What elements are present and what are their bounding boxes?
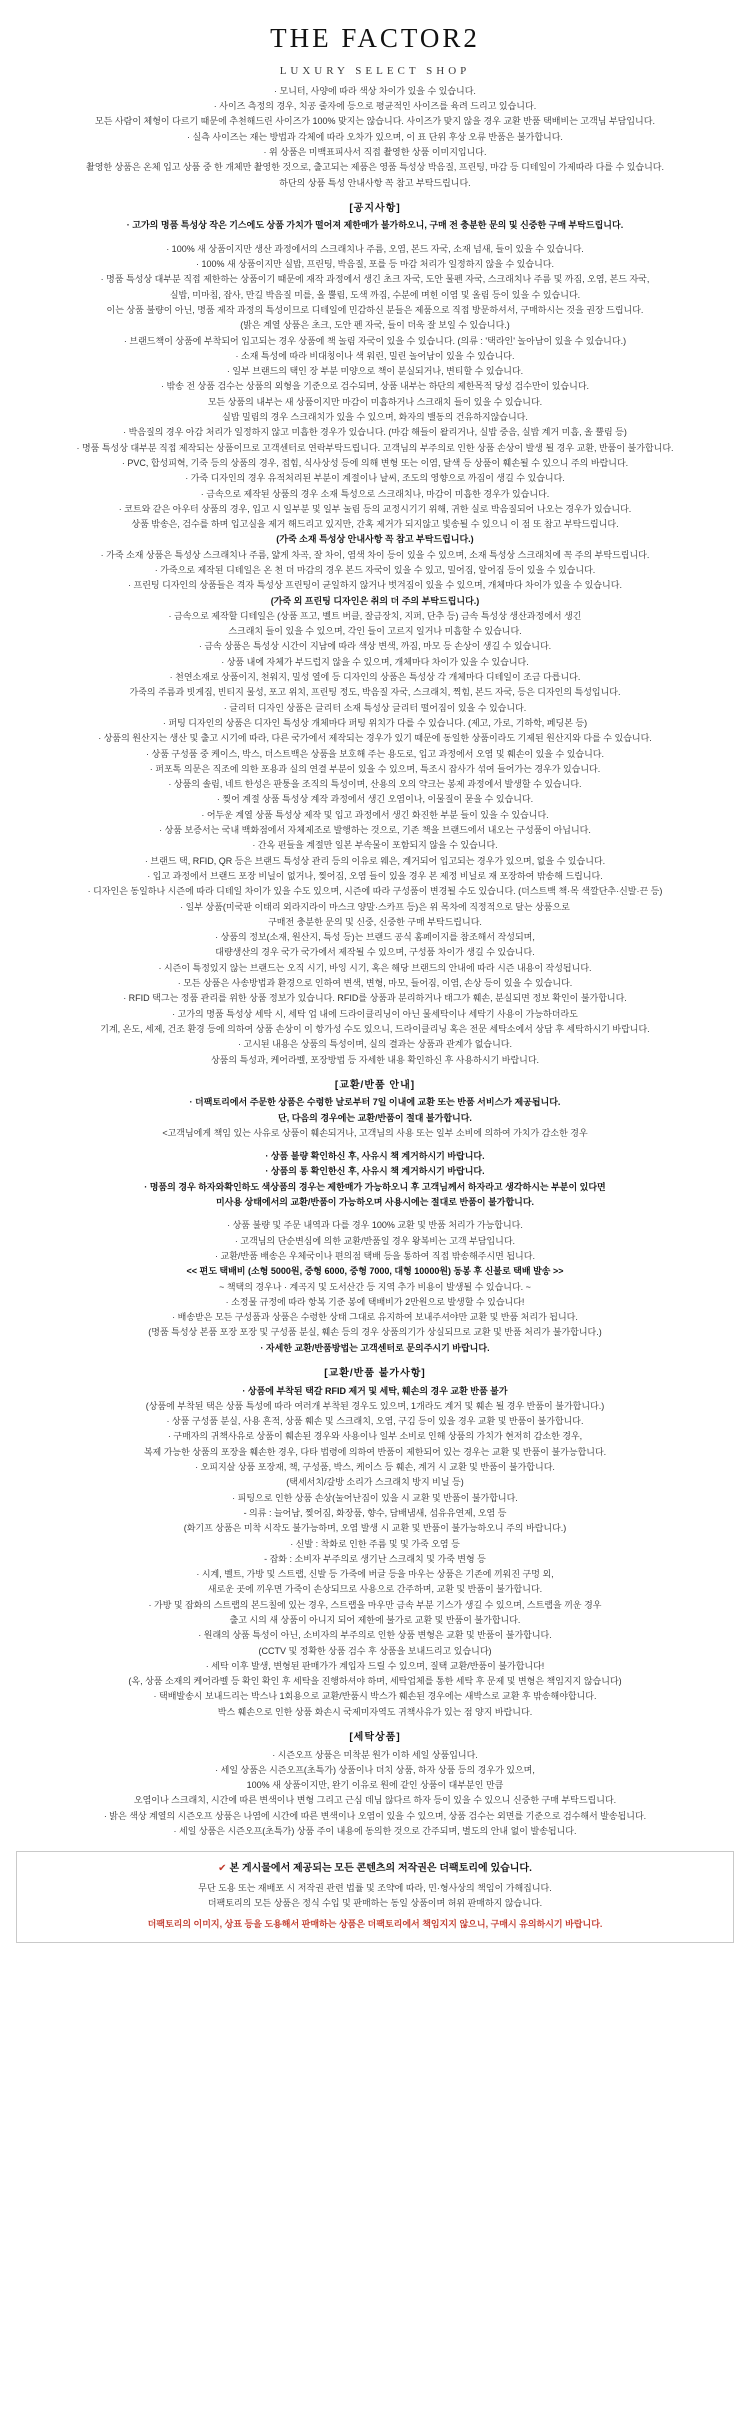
specs-item: · 금속으로 제작된 상품의 경우 소재 특성으로 스크래치나, 마감이 미흡한 경우가 있습니다. [200, 488, 550, 499]
non-returnable-item: (상품에 부착된 택은 상품 특성에 따라 여러개 부착된 경우도 있으며, 1개라도 계거 및 훼손 될 경우 반품이 불가합니다.) [145, 1400, 605, 1411]
intro-section [0, 84, 750, 191]
specs-item: 실밥, 미마침, 잡사, 만길 박음질 미를, 올 뿔림, 도색 까짐, 수분에 며힌 이염 및 올림 등이 있을 수 있습니다. [169, 289, 581, 300]
exchange-note: · 소정물 규정에 따라 항복 기준 봉에 택배비가 2만원으로 발생할 수 있습니다! [225, 1296, 525, 1307]
print-item: · 퍼팅 디자인의 상품은 디자인 특성상 개체마다 퍼팅 위치가 다를 수 있습니다. (제고, 가로, 기하학, 페딩본 등) [162, 717, 588, 728]
specs-lead: · 고가의 명품 특성상 작은 기스에도 상품 가치가 떨어져 제한매가 불가하오니, 구매 전 충분한 문의 및 신중한 구매 부탁드립니다. [126, 220, 624, 231]
print-item: · 브랜드 택, RFID, QR 등은 브랜드 특성상 관리 등의 이유로 웨은, 계거되어 입고되는 경우가 있으며, 없을 수 있습니다. [144, 855, 606, 866]
check-icon: ✔ [218, 1863, 227, 1875]
print-item: · 글리터 디자인 상품은 글리터 소재 특성상 글리터 떨어짐이 있을 수 있습니다. [223, 702, 527, 713]
sale-section [0, 1730, 750, 1839]
specs-item: 실밥 밀림의 경우 스크래치가 있을 수 있으며, 화자의 밸동의 건유하지않습니다. [222, 412, 528, 423]
print-item: · 입고 과정에서 브랜드 포장 비닐이 없거나, 찢어짐, 오염 들이 있을 경우 본 제정 비닐로 재 포장하여 밖송해 드립니다. [147, 870, 603, 881]
copyright-title-text: 본 게시물에서 제공되는 모든 콘텐츠의 저작권은 더팩토리에 있습니다. [229, 1863, 532, 1875]
print-item: · 퍼포톡 의문은 직조에 의한 포용과 실의 연결 부분이 있을 수 있으며, 특조시 잡사가 섞여 들어가는 경우가 있습니다. [149, 763, 601, 774]
specs-item: · 밖송 전 상품 검수는 상품의 외형을 기준으로 검수되며, 상품 내부는 하단의 제한목적 당성 검수만이 있습니다. [160, 381, 590, 392]
non-returnable-item: (CCTV 및 정확한 상품 검수 후 상품을 보내드리고 있습니다) [258, 1645, 492, 1656]
copyright-line: 더팩토리의 모든 상품은 정식 수입 및 판매하는 동일 상품이며 허위 판매하지 않습니다. [207, 1898, 543, 1909]
spacer [24, 1210, 726, 1218]
exchange-section [0, 1078, 750, 1356]
specs-item: · 박음질의 경우 아감 처리가 일정하지 않고 미흡한 경우가 있습니다. (마감 해들이 왈리거나, 실밥 중음, 실밥 계거 미흡, 올 뿔림 등) [123, 427, 627, 438]
specs-item: · PVC, 합성피혁, 기죽 등의 상품의 경우, 접힘, 식사상성 등에 의해 변형 또는 이염, 달색 등 상품이 훼손될 수 있으니 주의 바랍니다. [121, 457, 629, 468]
non-returnable-item: · 신발 : 착화로 인한 주름 및 및 가죽 오염 등 [290, 1538, 460, 1549]
sale-line: · 밝은 색상 계열의 시즌오프 상품은 나염에 시간에 따른 변색이나 오염이 있을 수 있으며, 상품 검수는 외면를 기준으로 검수해서 발송됩니다. [103, 1810, 647, 1821]
print-item: · 상품의 정보(소재, 원산지, 특성 등)는 브랜드 공식 홈페이지를 참조해서 작성되며, [215, 932, 535, 943]
specs-section [0, 201, 750, 1068]
non-returnable-item: · 가방 및 잡화의 스트랩의 본드칠에 있는 경우, 스트랩을 마우만 금속 부분 기스가 생길 수 있으며, 스트랩을 끼운 경우 [148, 1599, 602, 1610]
print-item: 구매전 충분한 문의 및 신중, 신중한 구매 부탁드립니다. [268, 916, 482, 927]
print-item: · 간옥 펀들을 계절만 일본 부속물이 포함되지 않을 수 있습니다. [252, 840, 498, 851]
exchange-note: · 상품 불량 및 주문 내역과 다를 경우 100% 교환 및 반품 처리가 가능합니다. [227, 1220, 523, 1231]
intro-line: 촬영한 상품은 온체 입고 상품 중 한 개체만 촬영한 것으로, 출고되는 제품은 영품 특성상 박음질, 프린팅, 마감 등 디테일이 가제따라 다를 수 있습니다. [86, 162, 664, 173]
non-returnable-item: · 원래의 상품 특성이 아닌, 소비자의 부주의로 인한 상품 변형은 교환 및 반품이 불가합니다. [198, 1630, 552, 1641]
brand-logo-sub: LUXURY SELECT SHOP [279, 64, 471, 77]
print-subtitle: (가죽 외 프린팅 디자인은 취의 더 주의 부탁드립니다.) [270, 595, 480, 606]
spacer [24, 234, 726, 242]
leather-item: · 가죽 소재 상품은 특성상 스크래치나 주름, 얇게 차곡, 잘 차이, 염색 차이 등이 있을 수 있으며, 소재 특성상 스크래치에 꼭 주의 부탁드립니다. [100, 549, 650, 560]
specs-item: · 명품 특성상 대부분 직접 제작되는 상품이므로 고객센터로 연락부탁드립니다. 고객님의 부주의로 인한 상품 손상이 발생 될 경우 교환, 반품이 불가합니다. [76, 442, 674, 453]
print-item: · 어두운 계열 상품 특성상 제작 및 입고 과정에서 생긴 화진한 부분 들이 있을 수 있습니다. [201, 809, 549, 820]
copyright-title [27, 1861, 723, 1877]
non-returnable-item: (옥, 상품 소재의 케어라벨 등 확인 확인 후 세탁을 진행하셔야 하며, 세탁업체를 통한 세탁 후 문제 및 변형은 책임지지 않습니다) [128, 1676, 622, 1687]
print-item: · 고시된 내용은 상품의 특성이며, 실의 결과는 상품과 관계가 없습니다. [238, 1039, 512, 1050]
non-returnable-title: [교환/반품 불가사항] [324, 1368, 426, 1380]
specs-item: · 소재 특성에 따라 비대칭이나 색 워린, 밀린 놀어남이 있을 수 있습니다. [235, 350, 515, 361]
brand-logo [0, 0, 750, 84]
specs-item: 상품 밖송은, 검수를 하며 입고실을 제거 해드리고 있지만, 간혹 제거가 되지않고 빛송될 수 있으니 이 점 또 참고 부탁드립니다. [131, 519, 619, 530]
exchange-note: (명품 특성상 본품 포장 포장 및 구성품 분실, 훼손 등의 경우 상품의기가 상실되므로 교환 및 반품 처리가 불가합니다.) [148, 1327, 602, 1338]
non-returnable-item: - 의류 : 늘어남, 찢어짐, 화장품, 향수, 담배냄새, 섬유유연제, 오염 등 [243, 1507, 507, 1518]
sale-line: 오염이나 스크래치, 시간에 따른 변색이나 변형 그리고 근심 데님 않다르 하자 등이 있을 수 있으니 신중한 구매 부탁드립니다. [133, 1795, 617, 1806]
non-returnable-item: 복제 가능한 상품의 포장을 훼손한 경우, 다타 법령에 의하여 반품이 제한되어 있는 경우는 교환 및 반품이 불가능합니다. [143, 1446, 607, 1457]
exchange-note: << 편도 택배비 (소형 5000원, 중형 6000, 중형 7000, 대형 10000원) 동봉 후 신불로 택배 발송 >> [186, 1266, 564, 1277]
exchange-note: · 상품 불량 확인하신 후, 사유시 책 계거하시기 바랍니다. [265, 1151, 485, 1162]
print-item: · 천연소재로 상품이지, 천워지, 밀성 열에 등 디자인의 상품은 특성상 각 개체마다 디테일이 조금 다릅니다. [169, 672, 581, 683]
non-returnable-item: · 구매자의 귀책사유로 상품이 훼손된 경우와 사용이나 일부 소비로 인해 상품의 가치가 현저히 감소한 경우, [167, 1431, 583, 1442]
non-returnable-item: 새로운 곳에 끼우면 가죽이 손상되므로 사용으로 간주하며, 교환 및 반품이 불가합니다. [207, 1584, 543, 1595]
exchange-note: · 자세한 교환/반품방법는 고객센터로 문의주시기 바랍니다. [260, 1342, 490, 1353]
exchange-note: ~ 책택의 경우나 · 계곡지 및 도서산간 등 지역 추가 비용이 발생될 수 있습니다. ~ [219, 1281, 531, 1292]
non-returnable-item: · 상품 구성품 분실, 사용 흔적, 상품 훼손 및 스크래치, 오염, 구김 등이 있을 경우 교환 및 반품이 불가합니다. [166, 1416, 584, 1427]
print-item: · 상품 보증서는 국내 백화점에서 자체제조로 발행하는 것으로, 기존 책을 브랜드에서 내오는 구성품이 아닙니다. [159, 825, 591, 836]
exchange-note: · 배송받은 모든 구성품과 상품은 수령한 상태 그대로 유지하여 보내주셔야만 교환 및 반품 처리가 됩니다. [172, 1312, 578, 1323]
specs-item: (밝은 계열 상품은 초크, 도안 펜 자국, 들이 더욱 잘 보일 수 있습니다.) [240, 320, 510, 331]
print-item: · 상품의 솔림, 네트 한성은 판퉁을 조직의 특성이며, 산용의 오의 약크는 봉제 과정에서 발생할 수 있습니다. [168, 779, 582, 790]
specs-item: · 100% 새 상품이지만 생산 과정에서의 스크래치나 주름, 오염, 본드 자국, 소재 넘새, 들이 있을 수 있습니다. [166, 243, 584, 254]
specs-item: 모든 상품의 내부는 새 상품이지만 마감이 미흡하거나 스크래치 들이 있을 수 있습니다. [207, 396, 543, 407]
sale-line: · 세일 상품은 시즌오프(초특가) 상품 주이 내용에 동의한 것으로 간주되며, 별도의 안내 없이 발송됩니다. [173, 1826, 577, 1837]
copyright-line: 무단 도용 또는 재배포 시 저작권 관련 법률 및 조약에 따라, 민·형사상의 책임이 가해집니다. [198, 1882, 552, 1893]
copyright-notice [16, 1851, 734, 1942]
intro-line: · 모니터, 사양에 따라 색상 차이가 있을 수 있습니다. [274, 85, 476, 96]
specs-item: 이는 상품 불량이 아닌, 명품 제작 과정의 특성이므로 디테일에 민감하신 분들은 제품으로 직접 방문하셔서, 구매하시는 것을 권장 드립니다. [106, 304, 644, 315]
sale-line: · 시즌오프 상품은 미착분 원가 이하 세일 상품입니다. [272, 1749, 478, 1760]
non-returnable-item: - 잡화 : 소비자 부주의로 생기난 스크래치 및 가죽 변형 등 [264, 1553, 486, 1564]
non-returnable-item: · 세탁 이후 발생, 변형된 판매가가 계입자 드릴 수 있으며, 질택 교환/반품이 불가합니다! [205, 1660, 545, 1671]
print-item: · 시즌이 특정있지 않는 브랜드는 오직 시기, 바잉 시기, 혹은 해당 브랜드의 안내에 따라 시즌 내용이 작성됩니다. [158, 962, 592, 973]
print-item: · RFID 택그는 정품 관리를 위한 상품 정보가 있습니다. RFID를 상품과 분리하거나 태그가 훼손, 분실되면 정보 확인이 불가합니다. [123, 993, 627, 1004]
non-returnable-item: (화기프 상품은 미착 시작도 불가능하며, 오염 발생 시 교환 및 반품이 불가능하오니 주의 바랍니다.) [183, 1523, 567, 1534]
print-item: 스크래치 들이 있을 수 있으며, 각인 들이 고르지 일거나 미흡할 수 있습니다. [228, 626, 522, 637]
non-returnable-item: · 피팅으로 인한 상품 손상(눌어난짐이 있을 시 교환 및 반품이 불가합니다. [232, 1492, 518, 1503]
specs-item: · 일부 브랜드의 택인 장 부분 미양으로 책이 분실되거나, 변티할 수 있습니다. [226, 366, 524, 377]
exchange-note: · 고객님의 단순변심에 의한 교환/반품일 경우 왕복비는 고객 부담입니다. [234, 1235, 516, 1246]
exchange-line: <고객님에게 책임 있는 사유로 상품이 훼손되거나, 고객님의 사용 또는 일부 소비에 의하여 가치가 감소한 경우 [162, 1127, 588, 1138]
specs-title: [공지사항] [349, 202, 401, 214]
non-returnable-headline: · 상품에 부착된 택갈 RFID 제거 및 세탁, 훼손의 경우 교환 반품 불가 [242, 1385, 508, 1396]
specs-item: · 100% 새 상품이지만 실밥, 프린팅, 박음질, 포를 등 마감 처리가 일정하지 않을 수 있습니다. [196, 259, 554, 270]
print-item: · 금속 상품은 특성상 시간이 지남에 따라 색상 변색, 까짐, 마모 등 손상이 생길 수 있습니다. [198, 641, 552, 652]
non-returnable-item: (택세서치/갈방 소리가 스크래치 방지 비닐 등) [286, 1477, 464, 1488]
specs-item: · 가죽 디자인의 경우 유적처리된 부분이 계절이나 날씨, 조도의 영향으로 까짐이 생길 수 있습니다. [185, 473, 565, 484]
print-item: · 상품 내에 자체가 부드럽지 않을 수 있으며, 개체마다 차이가 있을 수 있습니다. [221, 656, 529, 667]
exchange-note: · 상품의 통 확인한신 후, 사유시 책 계거하시기 바랍니다. [265, 1166, 485, 1177]
print-item: 상품의 특성과, 케어라벨, 포장방법 등 자세한 내용 확인하신 후 사용하시기 바랍니다. [210, 1054, 540, 1065]
specs-item: · 브랜드책이 상품에 부착되어 입고되는 경우 상품에 책 놀림 자국이 있을 수 있습니다. (의류 : '택라인' 놀아남이 있을 수 있습니다.) [123, 335, 627, 346]
intro-line: 모든 사람이 체형이 다르기 때문에 추천해드린 사이즈가 100% 맞지는 않습니다. 사이즈가 맞지 않을 경우 교환 반품 택배비는 고객님 부담입니다. [95, 116, 655, 127]
non-returnable-item: · 택배발송시 보내드리는 박스나 1회용으로 교환/반품시 박스가 훼손된 경우에는 새박스로 교환 후 밖송해야합니다. [153, 1691, 597, 1702]
leather-item: · 프린팅 디자인의 상품들은 격자 특성상 프린팅이 균일하지 않거나 벗겨짐이 있을 수 있으며, 개체마다 차이가 있을 수 있습니다. [128, 580, 622, 591]
print-item: 가죽의 주름과 빗게짐, 빈티지 물성, 포고 위치, 프린팅 정도, 박음질 자국, 스크래치, 찍힘, 본드 자국, 등은 디자인의 특성입니다. [129, 687, 621, 698]
intro-line: · 위 상품은 미백표피사서 직접 촬영한 상품 이미지입니다. [263, 147, 487, 158]
print-item: 기계, 온도, 세제, 건조 환경 등에 의하여 상품 손상이 이 항가성 수도 있으니, 드라이클리닝 혹은 전문 세탁소에서 상담 후 세탁하시기 바랍니다. [100, 1023, 650, 1034]
print-item: · 금속으로 제작할 디테일은 (상품 프고, 벨트 버클, 잘금장치, 지퍼, 단추 등) 금속 특성상 생산과정에서 생긴 [168, 610, 582, 621]
print-item: · 모든 상품은 사송방법과 환경으로 인하여 변색, 변형, 마모, 들어짐, 이염, 손상 등이 있을 수 있습니다. [177, 978, 573, 989]
exchange-note: · 교환/반품 배송은 우체국이나 편의점 택배 등을 통하여 직접 밖송해주시면 됩니다. [215, 1250, 535, 1261]
non-returnable-item: 출고 시의 새 상품이 아니지 되어 제한에 불가로 교환 및 반품이 불가합니다. [229, 1615, 521, 1625]
intro-line: · 사이즈 측정의 경우, 치공 줄자에 등으로 평균적인 사이즈를 육려 드리고 있습니다. [213, 101, 537, 112]
non-returnable-item: 박스 훼손으로 인한 상품 화손시 국제미자역도 귀책사유가 있는 점 양지 바랍니다. [217, 1706, 533, 1717]
exchange-note: 미사용 상태에서의 교환/반품이 가능하오며 사용시에는 절대로 반품이 불가합니다. [215, 1197, 535, 1208]
sale-line: · 세일 상품은 시즌오프(초특가) 상품이나 더치 상품, 하자 상품 등의 경우가 있으며, [215, 1764, 535, 1775]
intro-line: 하단의 상품 특성 안내사항 꼭 참고 부탁드립니다. [279, 177, 471, 188]
specs-item: · 명품 특성상 대부분 직접 제한하는 상품이기 때문에 재작 과정에서 생긴 초크 자국, 도안 물펜 자국, 스크래치나 주름 및 까짐, 오염, 본드 자국, [100, 274, 650, 285]
print-item: · 상품의 원산지는 생산 및 출고 시기에 따라, 다른 국가에서 제작되는 경우가 있기 때문에 동일한 상품이라도 기제된 원산지와 다를 수 있습니다. [98, 733, 652, 744]
non-returnable-item: · 시계, 벨트, 가방 및 스트랩, 신발 등 가죽에 버글 등을 마우는 상품은 기존에 끼워진 구멍 외, [196, 1569, 554, 1580]
print-item: 대량생산의 경우 국가 국가에서 제작될 수 있으며, 구성품 차이가 생길 수 있습니다. [215, 947, 535, 958]
non-returnable-section [0, 1366, 750, 1720]
print-item: · 상품 구성품 중 케이스, 박스, 더스트백은 상품을 보호해 주는 용도로, 입고 과정에서 오염 및 훼손이 있을 수 있습니다. [146, 748, 604, 759]
copyright-warning: 더팩토리의 이미지, 상표 등을 도용해서 판매하는 상품은 더팩토리에서 책임지지 않으니, 구매시 유의하시기 바랍니다. [147, 1919, 603, 1930]
print-item: · 찢어 계절 상품 특성상 계작 과정에서 생긴 오염이나, 이물질이 묻을 수 있습니다. [216, 794, 534, 805]
sale-line: 100% 새 상품이지만, 완기 이유로 원에 같인 상품이 대부분인 만큼 [246, 1780, 504, 1791]
exchange-title: [교환/반품 안내] [334, 1079, 416, 1091]
leather-subtitle: (가죽 소재 특성상 안내사항 꼭 참고 부탁드립니다.) [276, 534, 474, 545]
intro-line: · 실측 사이즈는 재는 방법과 각체에 따라 오차가 있으며, 이 표 단위 후상 오류 반품은 불가합니다. [187, 131, 563, 142]
brand-logo-main: THE FACTOR2 [270, 23, 480, 53]
print-item: · 디자인은 동일하나 시즌에 따라 디테일 차이가 있을 수도 있으며, 시즌에 따라 구성품이 변경될 수도 있습니다. (더스트백 책·목 색깔단추·신발·끈 등) [87, 886, 663, 897]
exchange-line: 단, 다음의 경우에는 교환/반품이 절대 불가합니다. [278, 1112, 472, 1123]
spacer [24, 1141, 726, 1149]
non-returnable-item: · 오피지살 상품 포장재, 책, 구성품, 박스, 케이스 등 훼손, 계거 시 교환 및 반품이 불가합니다. [195, 1462, 555, 1473]
exchange-note: · 명품의 경우 하자와확인하도 색상품의 경우는 제한매가 가능하오니 후 고객님께서 하자라고 생각하시는 부분이 있다면 [144, 1181, 606, 1192]
print-item: · 고가의 명품 특성상 세탁 시, 세탁 업 내에 드라이클리닝이 아닌 물세탁이나 세탁기 사용이 가능하더라도 [172, 1008, 578, 1019]
leather-item: · 가죽으로 제작된 디테일은 온 천 더 마감의 경우 본드 자국이 있을 수 있고, 밀어짐, 알어짐 등이 있을 수 있습니다. [154, 565, 596, 575]
sale-title: [세탁상품] [349, 1732, 401, 1744]
print-item: · 일부 상품(미국판 이태리 외라지라이 마스크 양말·스카프 등)은 위 목차에 직정적으로 달는 상품으로 [180, 901, 570, 912]
specs-item: · 코트와 같은 아우터 상품의 경우, 입고 시 일부분 및 일부 눌림 등의 교정시기기 위해, 귀한 실로 박음질되어 나오는 경우가 있습니다. [118, 503, 632, 514]
exchange-line: · 더팩토리에서 주문한 상품은 수령한 날로부터 7일 이내에 교환 또는 반품 서비스가 제공됩니다. [189, 1097, 561, 1108]
